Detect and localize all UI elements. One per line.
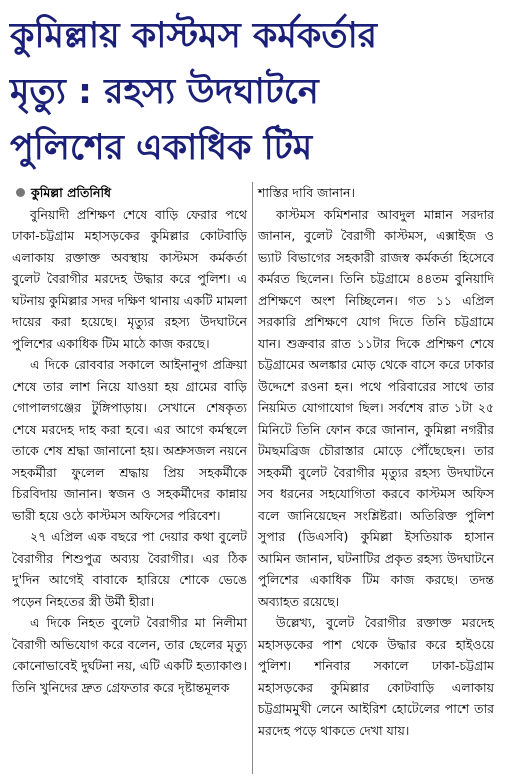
paragraph: ২৭ এপ্রিল এক বছরে পা দেয়ার কথা বুলেট বৈরাগীর শিশুপুত্র অব্যয় বৈরাগীর। এর ঠিক দু'দিন আগেই বাবাকে হারিয়ে শোকে ভেঙে পড়েন নিহতের স্ত্রী উর্মী হীরা।: [12, 529, 247, 609]
headline-line-1: কুমিল্লায় কাস্টমস কর্মকর্তার: [10, 16, 377, 56]
paragraph: শাস্তির দাবি জানান।: [258, 185, 355, 200]
right-column: [258, 182, 494, 741]
paragraph: বুনিয়াদী প্রশিক্ষণ শেষে বাড়ি ফেরার পথে ঢাকা-চট্টগ্রাম মহাসড়কের কুমিল্লার কোটবাড়ি এলাকায় রক্তাক্ত অবস্থায় কাস্টমস কর্মকর্তা বুলেট বৈরাগীর মরদেহ উদ্ধার করে পুলিশ। এ ঘটনায় কুমিল্লার সদর দক্ষিণ থানায় একটি মামলা দায়ের করা হয়েছে। মৃত্যুর রহস্য উদঘাটনে পুলিশের একাধিক টিম মাঠে কাজ করছে।: [12, 206, 247, 351]
left-column: [12, 182, 247, 698]
bullet-icon: [16, 188, 25, 197]
headline: [10, 8, 500, 176]
byline-text: কুমিল্লা প্রতিনিধি: [31, 185, 112, 200]
paragraph: উল্লেখ্য, বুলেট বৈরাগীর রক্তাক্ত মরদেহ মহাসড়কের পাশ থেকে উদ্ধার করে হাইওয়ে পুলিশ। শনিবার সকালে ঢাকা-চট্টগ্রাম মহাসড়কের কুমিল্লার কোটবাড়ি এলাকায় চট্টগ্রামমুখী লেনে আইরিশ হোটেলের পাশে তার মরদেহ পড়ে থাকতে দেখা যায়।: [258, 615, 494, 738]
paragraph: কাস্টমস কমিশনার আবদুল মান্নান সরদার জানান, বুলেট বৈরাগী কাস্টমস, এক্সাইজ ও ভ্যাট বিভাগের সহকারী রাজস্ব কর্মকর্তা হিসেবে কর্মরত ছিলেন। তিনি চট্টগ্রামে ৪৪তম বুনিয়াদি প্রশিক্ষণে অংশ নিচ্ছিলেন। গত ১১ এপ্রিল সরকারি প্রশিক্ষণে যোগ দিতে তিনি চট্টগ্রামে যান। শুক্রবার রাত ১১টার দিকে প্রশিক্ষণ শেষে চট্টগ্রামের অলঙ্কার মোড় থেকে বাসে করে ঢাকার উদ্দেশে রওনা হন। পথে পরিবারের সাথে তার নিয়মিত যোগাযোগ ছিল। সর্বশেষ রাত ১টা ২৫ মিনিটে তিনি ফোন করে জানান, কুমিল্লা নগরীর টমছমব্রিজ চৌরাস্তার মোড়ে পৌঁছেছেন। তার সহকর্মী বুলেট বৈরাগীর মৃত্যুর রহস্য উদঘাটনে সব ধরনের সহযোগিতা করবে কাস্টমস অফিস বলে জানিয়েছেন সংশ্লিষ্টরা। অতিরিক্ত পুলিশ সুপার (ডিএসবি) কুমিল্লা ইসতিয়াক হাসান আমিন জানান, ঘটনাটির প্রকৃত রহস্য উদঘাটনে পুলিশের একাধিক টিম কাজ করছে। তদন্ত অব্যাহত রয়েছে।: [258, 206, 494, 609]
headline-line-2: মৃত্যু : রহস্য উদঘাটনে: [10, 72, 319, 112]
byline: [12, 182, 247, 204]
paragraph: এ দিকে নিহত বুলেট বৈরাগীর মা নিলীমা বৈরাগী অভিযোগ করে বলেন, তার ছেলের মৃত্যু কোনোভাবেই দুর্ঘটনা নয়, এটি একটি হত্যাকাণ্ড। তিনি খুনিদের দ্রুত গ্রেফতার করে দৃষ্টান্তমূলক: [12, 615, 247, 695]
paragraph: এ দিকে রোববার সকালে আইনানুগ প্রক্রিয়া শেষে তার লাশ নিয়ে যাওয়া হয় গ্রামের বাড়ি গোপালগঞ্জের টুঙ্গিপাড়ায়। সেখানে শেষকৃত্য শেষে মরদেহ দাহ করা হবে। এর আগে কর্মস্থলে তাকে শেষ শ্রদ্ধা জানানো হয়। অশ্রুসজল নয়নে সহকর্মীরা ফুলেল শ্রদ্ধায় প্রিয় সহকর্মীকে চিরবিদায় জানান। স্বজন ও সহকর্মীদের কান্নায় ভারী হয়ে ওঠে কাস্টমস অফিসের পরিবেশ।: [12, 357, 247, 523]
column-divider: [252, 182, 253, 774]
headline-line-3: পুলিশের একাধিক টিম: [10, 128, 313, 168]
